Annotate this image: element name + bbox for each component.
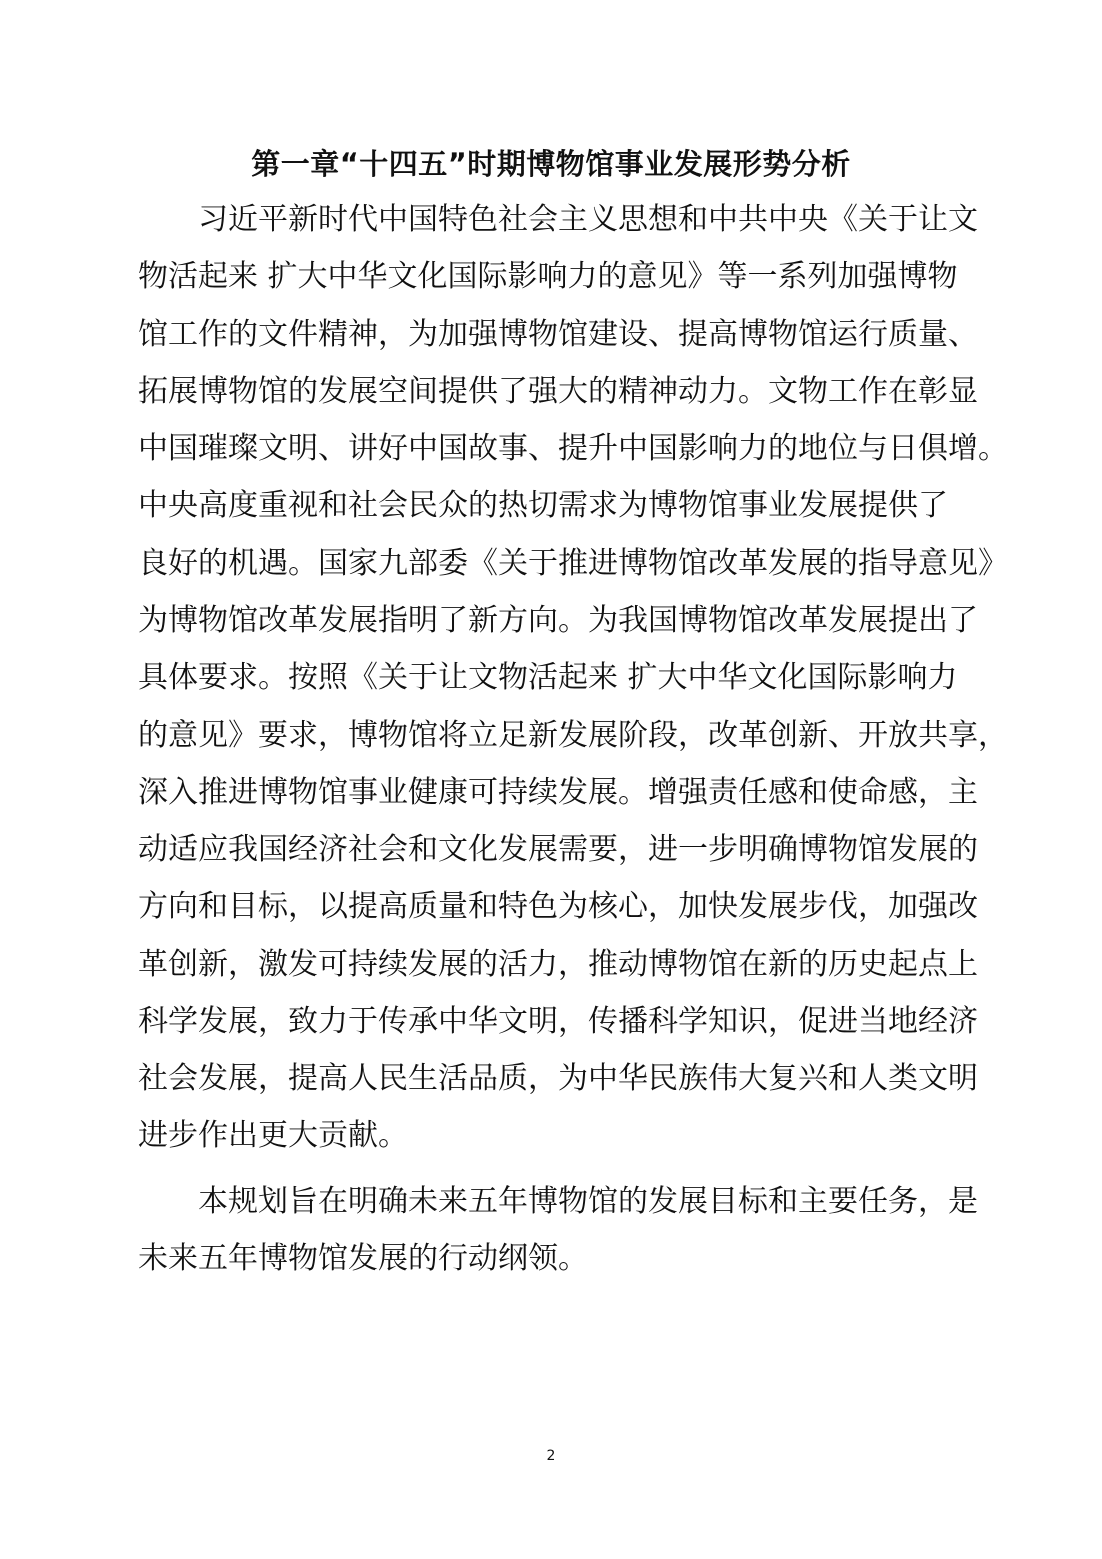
- paragraph-line: 中央高度重视和社会民众的热切需求为博物馆事业发展提供了: [138, 488, 948, 523]
- page-number: 2: [546, 1448, 556, 1464]
- paragraph-line: 本规划旨在明确未来五年博物馆的发展目标和主要任务，是: [198, 1184, 978, 1219]
- paragraph-line: 未来五年博物馆发展的行动纲领。: [138, 1241, 588, 1276]
- paragraph-line: 方向和目标，以提高质量和特色为核心，加快发展步伐，加强改: [138, 889, 978, 924]
- paragraph-line: 深入推进博物馆事业健康可持续发展。增强责任感和使命感，主: [138, 775, 978, 810]
- paragraph-line: 良好的机遇。国家九部委《关于推进博物馆改革发展的指导意见》: [138, 546, 1008, 581]
- paragraph-line: 为博物馆改革发展指明了新方向。为我国博物馆改革发展提出了: [138, 603, 978, 638]
- paragraph-line: 馆工作的文件精神，为加强博物馆建设、提高博物馆运行质量、: [138, 317, 978, 352]
- paragraph-line: 拓展博物馆的发展空间提供了强大的精神动力。文物工作在彰显: [138, 374, 978, 409]
- paragraph-line: 具体要求。按照《关于让文物活起来 扩大中华文化国际影响力: [138, 660, 958, 695]
- paragraph-line: 进步作出更大贡献。: [138, 1118, 408, 1153]
- paragraph-line: 革创新，激发可持续发展的活力，推动博物馆在新的历史起点上: [138, 947, 978, 982]
- paragraph-line: 动适应我国经济社会和文化发展需要，进一步明确博物馆发展的: [138, 832, 978, 867]
- paragraph-line: 科学发展，致力于传承中华文明，传播科学知识，促进当地经济: [138, 1004, 978, 1039]
- paragraph-line: 社会发展，提高人民生活品质，为中华民族伟大复兴和人类文明: [138, 1061, 978, 1096]
- chapter-title: 第一章“十四五”时期博物馆事业发展形势分析: [251, 147, 851, 181]
- paragraph-line: 习近平新时代中国特色社会主义思想和中共中央《关于让文: [198, 202, 978, 237]
- paragraph-line: 的意见》要求，博物馆将立足新发展阶段，改革创新、开放共享，: [138, 718, 1008, 753]
- paragraph-line: 中国璀璨文明、讲好中国故事、提升中国影响力的地位与日俱增。: [138, 431, 1008, 466]
- paragraph-line: 物活起来 扩大中华文化国际影响力的意见》等一系列加强博物: [138, 259, 958, 294]
